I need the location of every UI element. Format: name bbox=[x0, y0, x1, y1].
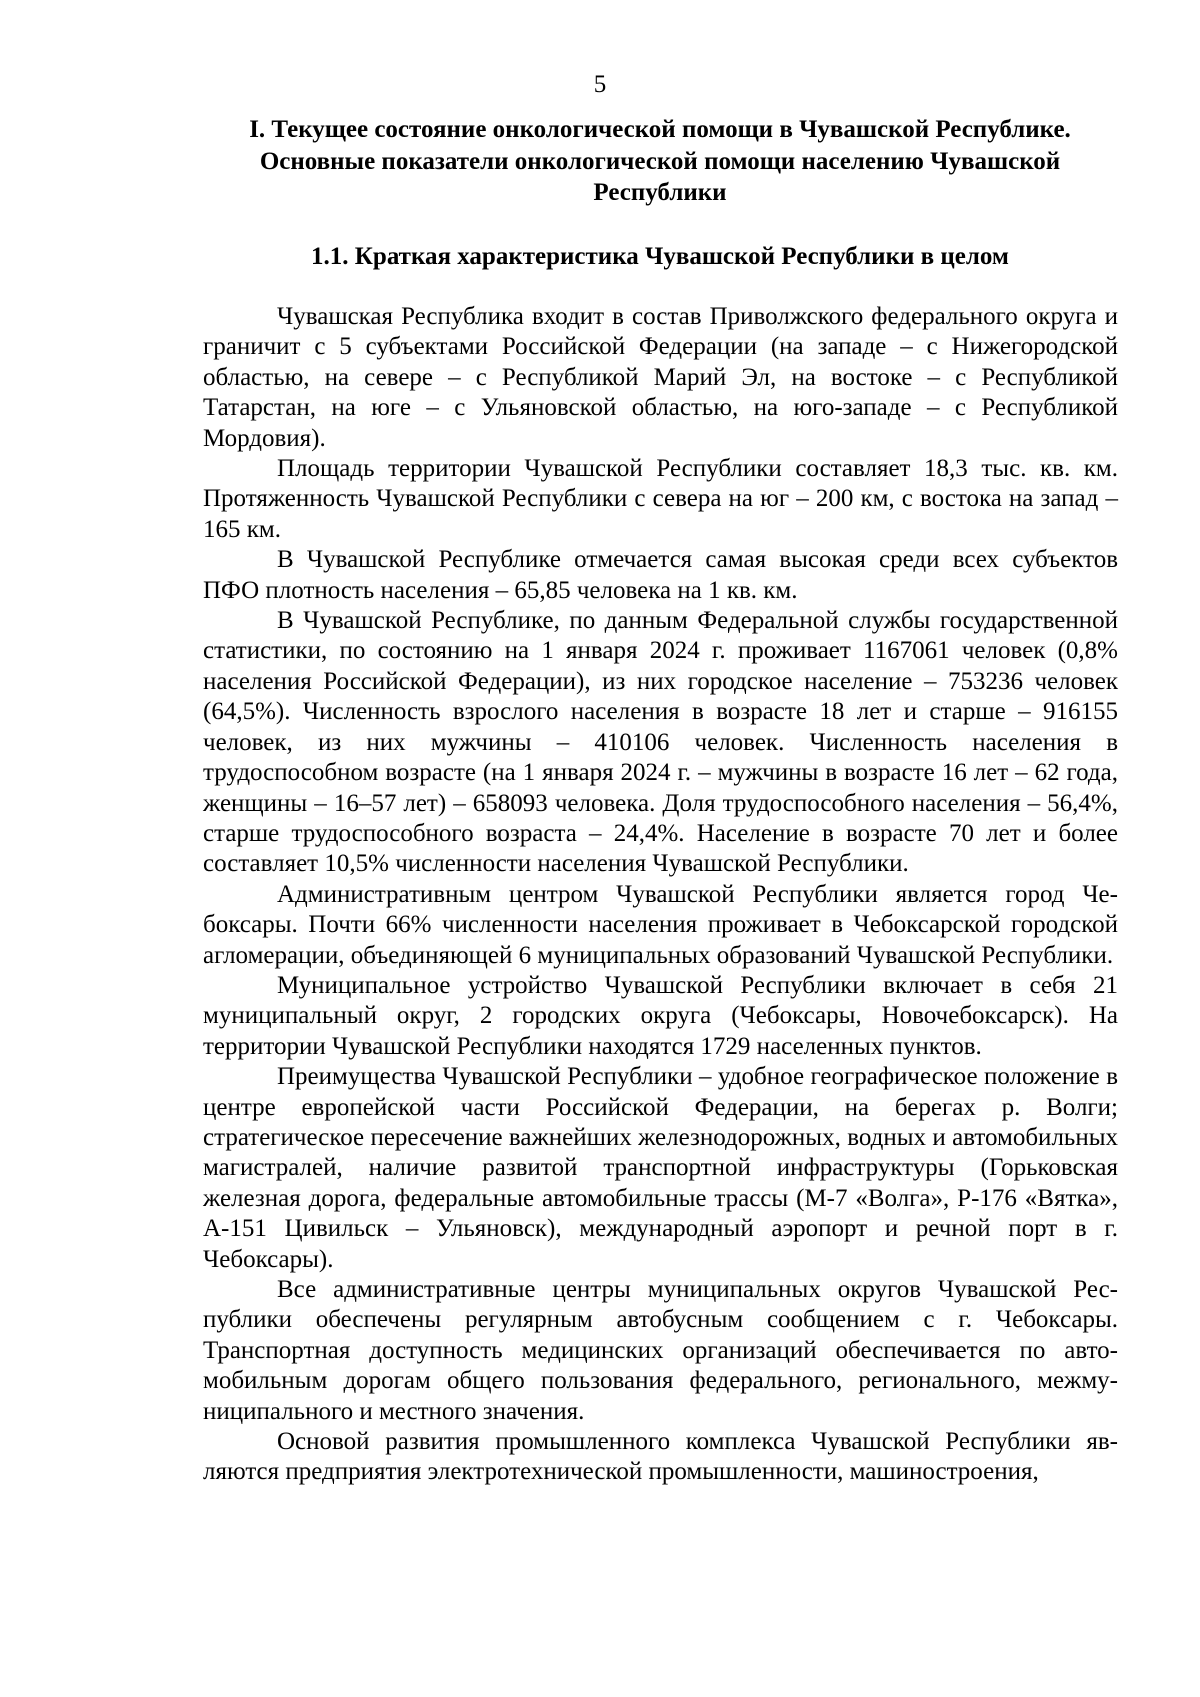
paragraph-industry: Основой развития промышленного комплекса Чувашской Республики являются предприятия электротехнической промышленности, машиностроения, bbox=[203, 1428, 1118, 1486]
paragraph-capital: Административным центром Чувашской Республики является город Чебоксары. Почти 66% численности населения проживает в Чебоксарской городской агломерации, объединяющей 6 муниципальных образований Чувашской Республики. bbox=[203, 880, 1118, 969]
paragraph-area: Площадь территории Чувашской Республики составляет 18,3 тыс. кв. км. Протяженность Чувашской Республики с севера на юг – 200 км, с востока на запад – 165 км. bbox=[203, 455, 1118, 543]
paragraph-population: В Чувашской Республике, по данным Федеральной службы государственной статистики, по состоянию на 1 января 2024 г. проживает 1167061 человек (0,8% населения Российской Федерации), из них городское население – 753236 человек (64,5%). Численность взрослого населения в возрасте 18 лет и старше – 916155 человек, из них мужчины – 410106 человек. Численность населения в трудоспособном возрасте (на 1 января 2024 г. – мужчины в возрасте 16 лет – 62 года, женщины – 16–57 лет) – 658093 человека. Доля трудоспособного населения – 56,4%, старше трудоспособного возраста – 24,4%. Население в возрасте 70 лет и более составляет 10,5% численности населения Чувашской Республики. bbox=[203, 607, 1118, 878]
paragraph-transport: Все административные центры муниципальных округов Чувашской Республики обеспечены регулярным автобусным сообщением с г. Чебоксары. Транспортная доступность медицинских организаций обеспечивается по автомобильным дорогам общего пользования федерального, регионального, межмуниципального и местного значения. bbox=[203, 1276, 1118, 1425]
paragraph-borders: Чувашская Республика входит в состав Приволжского федерального округа и граничит с 5 субъектами Российской Федерации (на западе – с Нижегородской областью, на севере – с Республикой Марий Эл, на востоке – с Республикой Татарстан, на юге – с Ульяновской областью, на юго-западе – с Республикой Мордовия). bbox=[203, 303, 1118, 452]
paragraph-municipal-structure: Муниципальное устройство Чувашской Республики включает в себя 21 муниципальный округ, 2 городских округа (Чебоксары, Новочебоксарск). На территории Чувашской Республики находятся 1729 населенных пунктов. bbox=[203, 971, 1118, 1060]
chapter-title: I. Текущее состояние онкологической помощи в Чувашской Республике. Основные показатели онкологической помощи населению Чувашской Республики bbox=[249, 116, 1071, 206]
body-text bbox=[203, 302, 1118, 1488]
paragraph-density: В Чувашской Республике отмечается самая высокая среди всех субъектов ПФО плотность населения – 65,85 человека на 1 кв. км. bbox=[203, 546, 1118, 604]
paragraph-advantages: Преимущества Чувашской Республики – удобное географическое положение в центре европейской части Российской Федерации, на берегах р. Волги; стратегическое пересечение важнейших железнодорожных, водных и автомобильных магистралей, наличие развитой транспортной инфраструктуры (Горьковская железная дорога, федеральные автомобильные трассы (М-7 «Волга», Р-176 «Вятка», А-151 Цивильск – Ульяновск), международный аэропорт и речной порт в г. Чебоксары). bbox=[203, 1063, 1118, 1273]
page-number: 5 bbox=[593, 71, 607, 98]
section-title: 1.1. Краткая характеристика Чувашской Республики в целом bbox=[311, 243, 1009, 270]
